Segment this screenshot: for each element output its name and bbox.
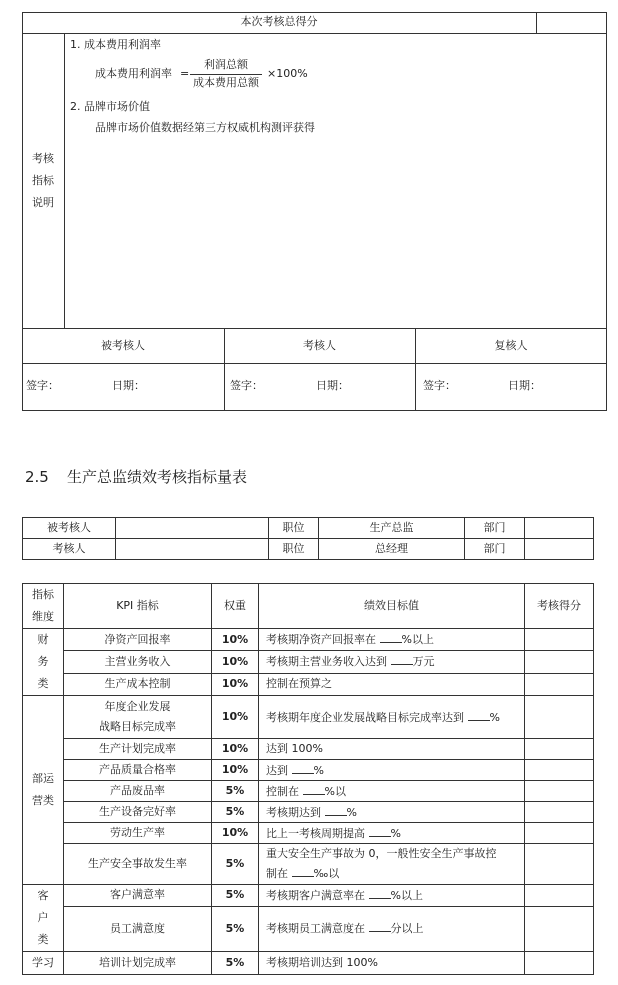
table-row — [23, 651, 594, 673]
fill-in-blank — [303, 784, 325, 795]
kpi-name-cell: 年度企业发展 战略目标完成率 — [64, 696, 212, 739]
score-cell — [525, 781, 594, 802]
kpi-name-cell: 劳动生产率 — [64, 823, 212, 844]
target-cell: 考核期员工满意度在 分以上 — [259, 906, 525, 951]
table-row — [23, 802, 594, 823]
header-weight: 权重 — [212, 584, 259, 629]
info-dept-label: 部门 — [465, 539, 525, 560]
weight-cell: 5% — [212, 802, 259, 823]
weight-cell: 10% — [212, 823, 259, 844]
kpi-name-cell: 客户满意率 — [64, 885, 212, 907]
item2-text: 品牌市场价值数据经第三方权威机构测评获得 — [95, 121, 315, 134]
formula-denominator: 成本费用总额 — [193, 76, 259, 89]
table-row — [23, 906, 594, 951]
kpi-name-cell: 员工满意度 — [64, 906, 212, 951]
table-row — [23, 844, 594, 885]
info-dept-value — [525, 539, 594, 560]
dimension-cell: 学习 — [23, 952, 64, 975]
weight-cell: 10% — [212, 696, 259, 739]
target-cell: 考核期年度企业发展战略目标完成率达到 % — [259, 696, 525, 739]
info-position-value: 生产总监 — [319, 518, 465, 539]
score-cell — [525, 802, 594, 823]
sign-label: 签字： — [230, 379, 263, 392]
fill-in-blank — [325, 805, 347, 816]
score-cell — [525, 844, 594, 885]
table-row — [23, 885, 594, 907]
score-cell — [525, 696, 594, 739]
fill-in-blank — [369, 921, 391, 932]
table-row — [23, 952, 594, 975]
kpi-name-cell: 净资产回报率 — [64, 629, 212, 651]
table-row — [23, 739, 594, 760]
formula-eq: = — [180, 67, 190, 80]
fill-in-blank — [369, 826, 391, 837]
fill-in-blank — [468, 710, 490, 721]
weight-cell: 10% — [212, 629, 259, 651]
formula-fraction-bar — [190, 74, 262, 75]
kpi-name-cell: 生产成本控制 — [64, 673, 212, 695]
target-cell: 考核期达到 % — [259, 802, 525, 823]
date-label: 日期： — [508, 379, 541, 392]
score-cell — [525, 760, 594, 781]
header-score: 考核得分 — [525, 584, 594, 629]
weight-cell: 10% — [212, 739, 259, 760]
kpi-name-cell: 生产安全事故发生率 — [64, 844, 212, 885]
sign-header-assessor: 考核人 — [303, 339, 336, 352]
fill-in-blank — [380, 632, 402, 643]
info-table — [22, 517, 594, 560]
header-kpi: KPI 指标 — [64, 584, 212, 629]
fill-in-blank — [391, 654, 413, 665]
sign-label: 签字： — [423, 379, 456, 392]
target-cell: 控制在 %以 — [259, 781, 525, 802]
dimension-cell: 财 务 类 — [23, 629, 64, 696]
score-cell — [525, 952, 594, 975]
fill-in-blank — [292, 866, 314, 877]
target-cell: 控制在预算之 — [259, 673, 525, 695]
sign-header-reviewer: 复核人 — [494, 339, 528, 352]
date-label: 日期： — [112, 379, 145, 392]
weight-cell: 5% — [212, 781, 259, 802]
formula-multiplier: ×100% — [267, 67, 308, 80]
weight-cell: 10% — [212, 651, 259, 673]
kpi-table — [22, 583, 594, 975]
side-label: 考核 指标 说明 — [32, 152, 54, 209]
table-row — [23, 696, 594, 739]
score-cell — [525, 885, 594, 907]
info-assessor-label: 考核人 — [23, 539, 116, 560]
target-cell: 考核期客户满意率在 %以上 — [259, 885, 525, 907]
total-score-label: 本次考核总得分 — [240, 15, 318, 28]
weight-cell: 5% — [212, 885, 259, 907]
dimension-cell: 部运 营类 — [23, 696, 64, 885]
score-cell — [525, 673, 594, 695]
dimension-cell: 客 户 类 — [23, 885, 64, 952]
info-dept-label: 部门 — [465, 518, 525, 539]
formula-lhs: 成本费用利润率 — [95, 67, 172, 80]
target-cell: 考核期主营业务收入达到 万元 — [259, 651, 525, 673]
kpi-name-cell: 生产设备完好率 — [64, 802, 212, 823]
target-cell: 重大安全生产事故为 0，一般性安全生产事故控 制在 ‰以 — [259, 844, 525, 885]
table-row — [23, 673, 594, 695]
header-target: 绩效目标值 — [259, 584, 525, 629]
info-assessee-label: 被考核人 — [23, 518, 116, 539]
table-row — [23, 781, 594, 802]
sign-header-assessee: 被考核人 — [101, 339, 145, 352]
weight-cell: 5% — [212, 952, 259, 975]
weight-cell: 5% — [212, 844, 259, 885]
table-row — [23, 823, 594, 844]
info-position-label: 职位 — [269, 518, 319, 539]
kpi-header-row — [23, 584, 594, 629]
info-dept-value — [525, 518, 594, 539]
weight-cell: 10% — [212, 760, 259, 781]
info-position-value: 总经理 — [319, 539, 465, 560]
sign-label: 签字： — [26, 379, 59, 392]
info-assessor-value — [116, 539, 269, 560]
kpi-name-cell: 主营业务收入 — [64, 651, 212, 673]
score-cell — [525, 651, 594, 673]
score-cell — [525, 906, 594, 951]
score-cell — [525, 739, 594, 760]
target-cell: 比上一考核周期提高 % — [259, 823, 525, 844]
formula-numerator: 利润总额 — [204, 58, 248, 71]
date-label: 日期： — [316, 379, 349, 392]
info-position-label: 职位 — [269, 539, 319, 560]
kpi-name-cell: 产品质量合格率 — [64, 760, 212, 781]
section-number: 2.5 — [25, 468, 49, 486]
header-dimension: 指标 维度 — [23, 584, 64, 629]
kpi-name-cell: 培训计划完成率 — [64, 952, 212, 975]
weight-cell: 10% — [212, 673, 259, 695]
fill-in-blank — [369, 888, 391, 899]
kpi-name-cell: 产品废品率 — [64, 781, 212, 802]
fill-in-blank — [292, 763, 314, 774]
table-row — [23, 760, 594, 781]
item2-title: 2. 品牌市场价值 — [70, 100, 150, 113]
target-cell: 考核期培训达到 100% — [259, 952, 525, 975]
kpi-name-cell: 生产计划完成率 — [64, 739, 212, 760]
target-cell: 考核期净资产回报率在 %以上 — [259, 629, 525, 651]
score-cell — [525, 629, 594, 651]
target-cell: 达到 100% — [259, 739, 525, 760]
weight-cell: 5% — [212, 906, 259, 951]
score-cell — [525, 823, 594, 844]
target-cell: 达到 % — [259, 760, 525, 781]
info-assessee-value — [116, 518, 269, 539]
table-row — [23, 629, 594, 651]
item1-title: 1. 成本费用利润率 — [70, 38, 161, 51]
section-title: 生产总监绩效考核指标量表 — [67, 468, 248, 486]
